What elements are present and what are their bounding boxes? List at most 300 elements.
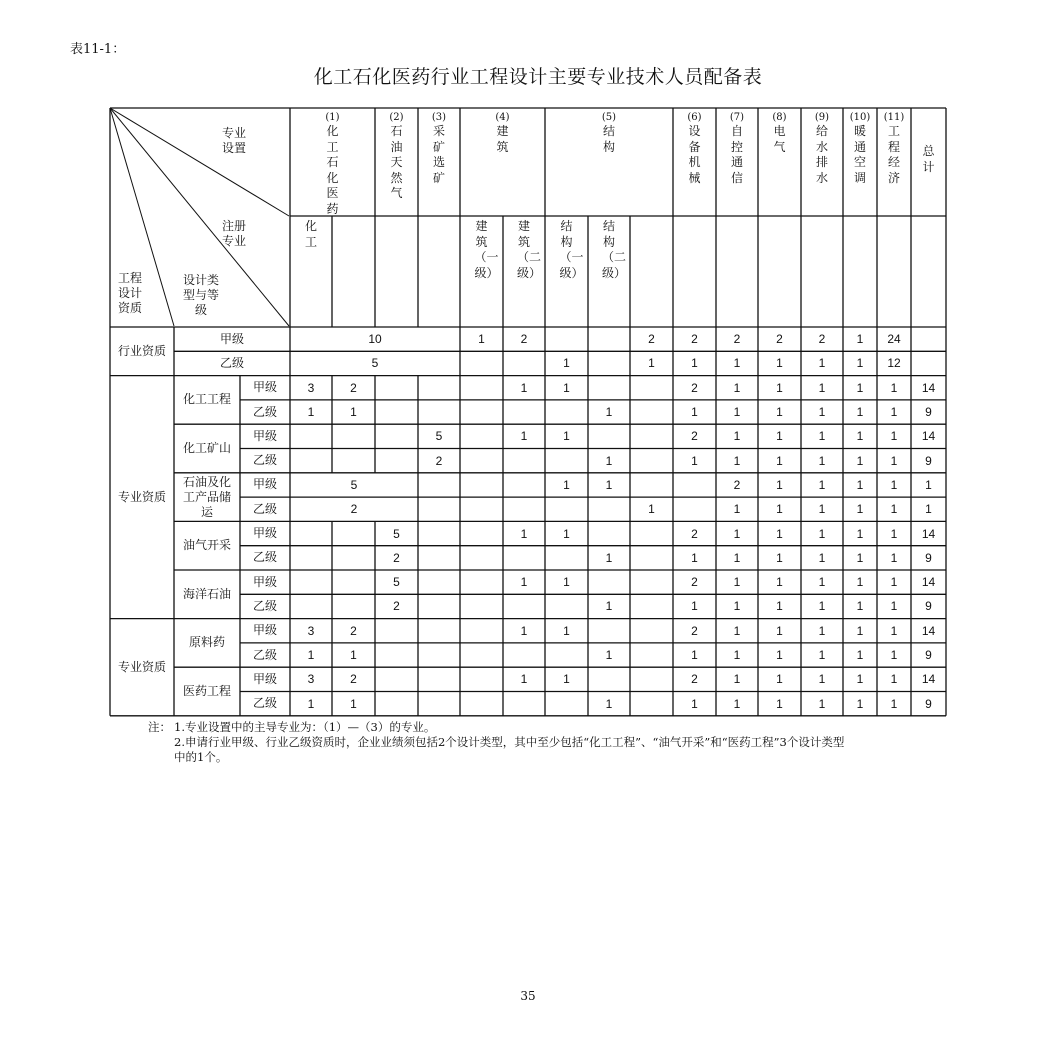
value-cell: 1 [856, 429, 864, 444]
grade-label: 乙级 [252, 404, 277, 419]
value-cell: 1 [856, 405, 864, 420]
value-cell: 1 [856, 696, 864, 711]
column-label: 结构 [602, 124, 615, 154]
value-cell: 1 [818, 356, 826, 371]
column-header-4 [460, 111, 545, 155]
value-cell: 1 [520, 429, 528, 444]
value-cell [460, 473, 503, 497]
value-cell: 3 [307, 672, 315, 687]
value-cell: 1 [691, 696, 698, 711]
value-cell: 2 [648, 332, 655, 347]
column-index: (8) [772, 112, 787, 123]
value-cell [545, 594, 588, 618]
value-cell [460, 400, 503, 424]
value-cell: 2 [733, 477, 741, 492]
value-cell [418, 643, 460, 667]
column-label: 工程经济 [887, 124, 900, 185]
value-cell: 5 [435, 429, 443, 444]
value-cell [630, 643, 673, 667]
value-cell: 3 [307, 380, 315, 395]
value-cell: 2 [350, 672, 357, 687]
value-cell [375, 424, 418, 448]
grade-label: 乙级 [219, 355, 244, 370]
value-cell: 1 [563, 429, 570, 444]
value-cell: 1 [818, 380, 826, 395]
value-cell: 1 [856, 623, 864, 638]
column-index: (5) [601, 112, 617, 123]
value-cell [375, 376, 418, 400]
value-cell [418, 497, 460, 521]
value-cell: 1 [856, 502, 864, 517]
value-cell: 2 [691, 380, 698, 395]
value-cell: 1 [890, 477, 898, 492]
value-cell: 1 [691, 648, 698, 663]
value-cell: 1 [648, 356, 655, 371]
value-cell: 1 [776, 648, 783, 663]
value-cell [460, 449, 503, 473]
value-cell [630, 473, 673, 497]
value-cell [545, 327, 588, 351]
value-cell [630, 449, 673, 473]
value-cell: 14 [921, 672, 936, 687]
value-cell: 9 [925, 648, 932, 663]
value-cell: 1 [563, 380, 570, 395]
value-cell: 2 [393, 599, 400, 614]
value-cell: 1 [563, 356, 570, 371]
column-label: 采矿选矿 [432, 124, 445, 185]
value-cell: 2 [350, 623, 357, 638]
value-cell: 1 [520, 575, 528, 590]
column-index: (3) [431, 112, 447, 123]
column-index: (2) [389, 112, 404, 123]
value-cell: 1 [733, 526, 741, 541]
merged-value: 10 [368, 332, 382, 347]
value-cell: 1 [818, 429, 826, 444]
corner-registered-specialty: 注册专业 [221, 219, 246, 248]
value-cell [418, 619, 460, 643]
column-label: 总计 [922, 144, 935, 174]
value-cell: 1 [890, 429, 898, 444]
value-cell: 1 [776, 356, 783, 371]
column-label: 化工石化医药 [326, 124, 339, 216]
value-cell: 14 [921, 575, 936, 590]
value-cell [460, 351, 503, 375]
value-cell: 1 [818, 623, 826, 638]
value-cell: 1 [520, 380, 528, 395]
value-cell [290, 570, 332, 594]
corner-qualification: 工程设计资质 [117, 270, 142, 315]
sub-header [545, 219, 588, 281]
value-cell: 2 [350, 380, 357, 395]
grade-label: 甲级 [252, 671, 277, 686]
value-cell [460, 521, 503, 545]
column-label: 电气 [773, 124, 786, 154]
grade-label: 乙级 [252, 598, 277, 613]
value-cell [290, 521, 332, 545]
value-cell: 1 [733, 599, 741, 614]
column-header-7 [716, 111, 758, 186]
value-cell: 1 [856, 453, 864, 468]
column-header-6 [673, 111, 716, 186]
value-cell: 2 [691, 623, 698, 638]
value-cell: 2 [691, 672, 698, 687]
value-cell [503, 497, 545, 521]
grade-label: 甲级 [252, 574, 277, 589]
value-cell: 1 [691, 599, 698, 614]
grade-label: 甲级 [252, 526, 277, 541]
value-cell: 1 [818, 502, 826, 517]
value-cell [545, 449, 588, 473]
value-cell [418, 473, 460, 497]
value-cell [630, 594, 673, 618]
value-cell [332, 424, 375, 448]
value-cell [588, 376, 630, 400]
value-cell [290, 594, 332, 618]
design-type-label: 海洋石油 [182, 586, 231, 601]
value-cell: 1 [478, 332, 485, 347]
column-header-8 [758, 111, 801, 155]
value-cell: 1 [890, 623, 898, 638]
grade-label: 乙级 [252, 501, 277, 516]
value-cell: 1 [691, 550, 698, 565]
column-label: 建筑 [496, 124, 509, 154]
value-cell: 1 [890, 453, 898, 468]
column-index: (7) [729, 112, 745, 123]
value-cell: 1 [733, 380, 741, 395]
value-cell [630, 400, 673, 424]
column-index: (4) [495, 112, 510, 123]
value-cell [460, 497, 503, 521]
group-specialty-qualification-pharma: 专业资质 [117, 659, 166, 674]
value-cell [545, 400, 588, 424]
value-cell: 2 [393, 550, 400, 565]
sub-header-label: 建筑（一级） [474, 219, 499, 280]
value-cell [503, 473, 545, 497]
value-cell: 5 [393, 575, 400, 590]
value-cell: 1 [776, 477, 783, 492]
grade-label: 甲级 [219, 331, 244, 346]
value-cell: 1 [776, 696, 783, 711]
value-cell [545, 497, 588, 521]
value-cell [503, 546, 545, 570]
merged-value: 5 [371, 356, 379, 371]
value-cell [588, 351, 630, 375]
value-cell: 9 [925, 550, 932, 565]
column-label: 暖通空调 [853, 124, 866, 185]
grade-label: 甲级 [252, 428, 277, 443]
value-cell: 1 [776, 550, 783, 565]
value-cell [418, 667, 460, 691]
value-cell: 1 [890, 502, 898, 517]
value-cell: 1 [733, 696, 741, 711]
sub-header [503, 219, 545, 281]
value-cell [418, 521, 460, 545]
merged-value: 5 [350, 477, 358, 492]
column-label: 设备机械 [688, 124, 701, 185]
value-cell: 1 [733, 502, 741, 517]
value-cell: 1 [733, 575, 741, 590]
value-cell: 2 [691, 526, 698, 541]
grade-label: 乙级 [252, 550, 277, 565]
column-header-5 [545, 111, 673, 155]
sub-header [290, 219, 332, 250]
design-type-label: 化工工程 [182, 392, 231, 407]
value-cell: 1 [605, 696, 613, 711]
value-cell: 1 [733, 550, 741, 565]
value-cell: 1 [776, 380, 783, 395]
value-cell: 9 [925, 453, 932, 468]
value-cell: 1 [890, 672, 898, 687]
design-type-label: 原料药 [188, 635, 225, 650]
value-cell: 1 [733, 623, 741, 638]
value-cell: 1 [818, 575, 826, 590]
value-cell: 1 [733, 648, 741, 663]
value-cell: 1 [350, 405, 357, 420]
merged-value: 2 [350, 502, 358, 517]
value-cell: 1 [856, 672, 864, 687]
column-header-3 [418, 111, 460, 186]
value-cell [375, 692, 418, 716]
value-cell: 1 [818, 696, 826, 711]
sub-header [588, 219, 630, 281]
value-cell [375, 619, 418, 643]
value-cell [630, 521, 673, 545]
value-cell: 1 [818, 526, 826, 541]
note-1: 1.专业设置中的主导专业为：（1）—（3）的专业。 [174, 720, 436, 734]
value-cell [503, 351, 545, 375]
value-cell: 1 [520, 526, 528, 541]
value-cell: 1 [818, 648, 826, 663]
column-header-2 [375, 111, 418, 202]
value-cell [460, 424, 503, 448]
value-cell: 1 [776, 526, 783, 541]
value-cell [545, 692, 588, 716]
page-title: 化工石化医药行业工程设计主要专业技术人员配备表 [313, 66, 763, 88]
design-type-label: 化工矿山 [182, 440, 231, 455]
value-cell [332, 546, 375, 570]
column-index: (6) [687, 112, 702, 123]
value-cell: 2 [691, 332, 698, 347]
value-cell [503, 449, 545, 473]
value-cell: 1 [856, 380, 864, 395]
value-cell [630, 619, 673, 643]
value-cell: 1 [890, 599, 898, 614]
value-cell: 1 [890, 575, 898, 590]
value-cell: 1 [925, 502, 932, 517]
value-cell [460, 667, 503, 691]
value-cell: 1 [776, 575, 783, 590]
grade-label: 乙级 [252, 453, 277, 468]
value-cell: 1 [350, 648, 357, 663]
value-cell [375, 667, 418, 691]
value-cell: 1 [691, 405, 698, 420]
value-cell [588, 521, 630, 545]
value-cell: 12 [887, 356, 901, 371]
value-cell [630, 376, 673, 400]
value-cell [418, 400, 460, 424]
value-cell: 1 [776, 623, 783, 638]
value-cell [911, 327, 946, 351]
value-cell: 1 [818, 672, 826, 687]
value-cell: 1 [563, 623, 570, 638]
value-cell: 1 [818, 477, 826, 492]
page-number: 35 [520, 989, 536, 1003]
value-cell: 1 [307, 405, 315, 420]
value-cell: 1 [776, 672, 783, 687]
value-cell [503, 692, 545, 716]
value-cell [503, 400, 545, 424]
value-cell: 1 [563, 575, 570, 590]
value-cell: 1 [733, 405, 741, 420]
note-2: 2.申请行业甲级、行业乙级资质时，企业业绩须包括2个设计类型，其中至少包括“化工工程”、“油气开采”和“医药工程”3个设计类型 [174, 735, 845, 749]
value-cell [588, 424, 630, 448]
grade-label: 甲级 [252, 623, 277, 638]
value-cell [545, 546, 588, 570]
value-cell: 1 [856, 477, 864, 492]
value-cell [418, 376, 460, 400]
value-cell: 1 [856, 599, 864, 614]
column-header-12 [911, 144, 946, 175]
value-cell [290, 546, 332, 570]
value-cell: 2 [520, 332, 528, 347]
value-cell [460, 619, 503, 643]
value-cell: 1 [733, 356, 741, 371]
value-cell: 3 [307, 623, 315, 638]
grade-label: 甲级 [252, 380, 277, 395]
value-cell: 1 [733, 672, 741, 687]
value-cell [588, 667, 630, 691]
value-cell [290, 449, 332, 473]
group-specialty-qualification: 专业资质 [117, 489, 166, 504]
value-cell [460, 546, 503, 570]
value-cell [630, 692, 673, 716]
value-cell: 1 [520, 623, 528, 638]
sub-header-label: 结构（一级） [559, 219, 584, 280]
value-cell [588, 327, 630, 351]
column-index: (11) [883, 112, 905, 123]
value-cell [418, 546, 460, 570]
value-cell: 1 [307, 648, 315, 663]
value-cell: 1 [890, 696, 898, 711]
value-cell: 1 [605, 599, 613, 614]
value-cell [332, 449, 375, 473]
value-cell [503, 643, 545, 667]
value-cell: 1 [733, 429, 741, 444]
column-index: (1) [325, 112, 340, 123]
value-cell [630, 667, 673, 691]
sub-header-label: 建筑（二级） [517, 219, 542, 280]
value-cell: 1 [307, 696, 315, 711]
value-cell: 1 [856, 332, 864, 347]
value-cell: 1 [818, 599, 826, 614]
value-cell: 1 [733, 453, 741, 468]
value-cell: 1 [890, 550, 898, 565]
value-cell: 1 [648, 502, 655, 517]
column-label: 石油天然气 [390, 124, 403, 200]
value-cell [418, 594, 460, 618]
value-cell: 2 [818, 332, 826, 347]
value-cell [460, 376, 503, 400]
value-cell: 14 [921, 526, 936, 541]
value-cell: 2 [691, 575, 698, 590]
value-cell: 1 [890, 526, 898, 541]
value-cell [503, 594, 545, 618]
value-cell: 9 [925, 696, 932, 711]
value-cell: 1 [605, 405, 613, 420]
value-cell [332, 521, 375, 545]
value-cell [630, 546, 673, 570]
value-cell: 2 [691, 429, 698, 444]
value-cell [375, 449, 418, 473]
value-cell [375, 643, 418, 667]
value-cell [332, 594, 375, 618]
value-cell: 1 [856, 648, 864, 663]
design-type-label: 油气开采 [182, 538, 231, 553]
value-cell: 1 [563, 477, 570, 492]
value-cell: 9 [925, 599, 932, 614]
value-cell [418, 570, 460, 594]
notes [148, 720, 948, 765]
value-cell: 1 [856, 526, 864, 541]
value-cell: 1 [691, 356, 698, 371]
value-cell: 1 [925, 477, 932, 492]
value-cell [588, 619, 630, 643]
value-cell: 1 [605, 453, 613, 468]
value-cell: 1 [776, 405, 783, 420]
column-header-10 [843, 111, 877, 186]
value-cell: 1 [776, 502, 783, 517]
column-index: (10) [849, 112, 871, 123]
value-cell [460, 570, 503, 594]
value-cell: 1 [691, 453, 698, 468]
value-cell [673, 497, 716, 521]
value-cell: 1 [818, 453, 826, 468]
value-cell [375, 400, 418, 424]
sub-header-label: 化工 [304, 219, 317, 249]
value-cell: 1 [605, 550, 613, 565]
design-type-label: 石油及化工产品储运 [182, 474, 231, 519]
value-cell: 1 [890, 648, 898, 663]
value-cell: 1 [350, 696, 357, 711]
value-cell: 1 [818, 550, 826, 565]
sub-header [460, 219, 503, 281]
value-cell [630, 424, 673, 448]
design-type-label: 医药工程 [182, 683, 231, 698]
value-cell: 5 [393, 526, 400, 541]
value-cell: 2 [733, 332, 741, 347]
value-cell [460, 692, 503, 716]
sub-header-label: 结构（二级） [602, 219, 627, 280]
value-cell: 1 [563, 672, 570, 687]
value-cell [460, 594, 503, 618]
value-cell [460, 643, 503, 667]
value-cell: 24 [887, 332, 901, 347]
column-label: 给水排水 [815, 124, 828, 185]
value-cell: 1 [818, 405, 826, 420]
value-cell [332, 570, 375, 594]
notes-prefix: 注： [148, 720, 171, 734]
value-cell: 1 [520, 672, 528, 687]
value-cell: 14 [921, 380, 936, 395]
value-cell: 2 [776, 332, 783, 347]
grade-label: 甲级 [252, 477, 277, 492]
value-cell: 1 [890, 405, 898, 420]
value-cell [630, 570, 673, 594]
value-cell [545, 643, 588, 667]
note-2-cont: 中的1个。 [174, 750, 228, 764]
value-cell: 14 [921, 623, 936, 638]
value-cell: 1 [856, 550, 864, 565]
